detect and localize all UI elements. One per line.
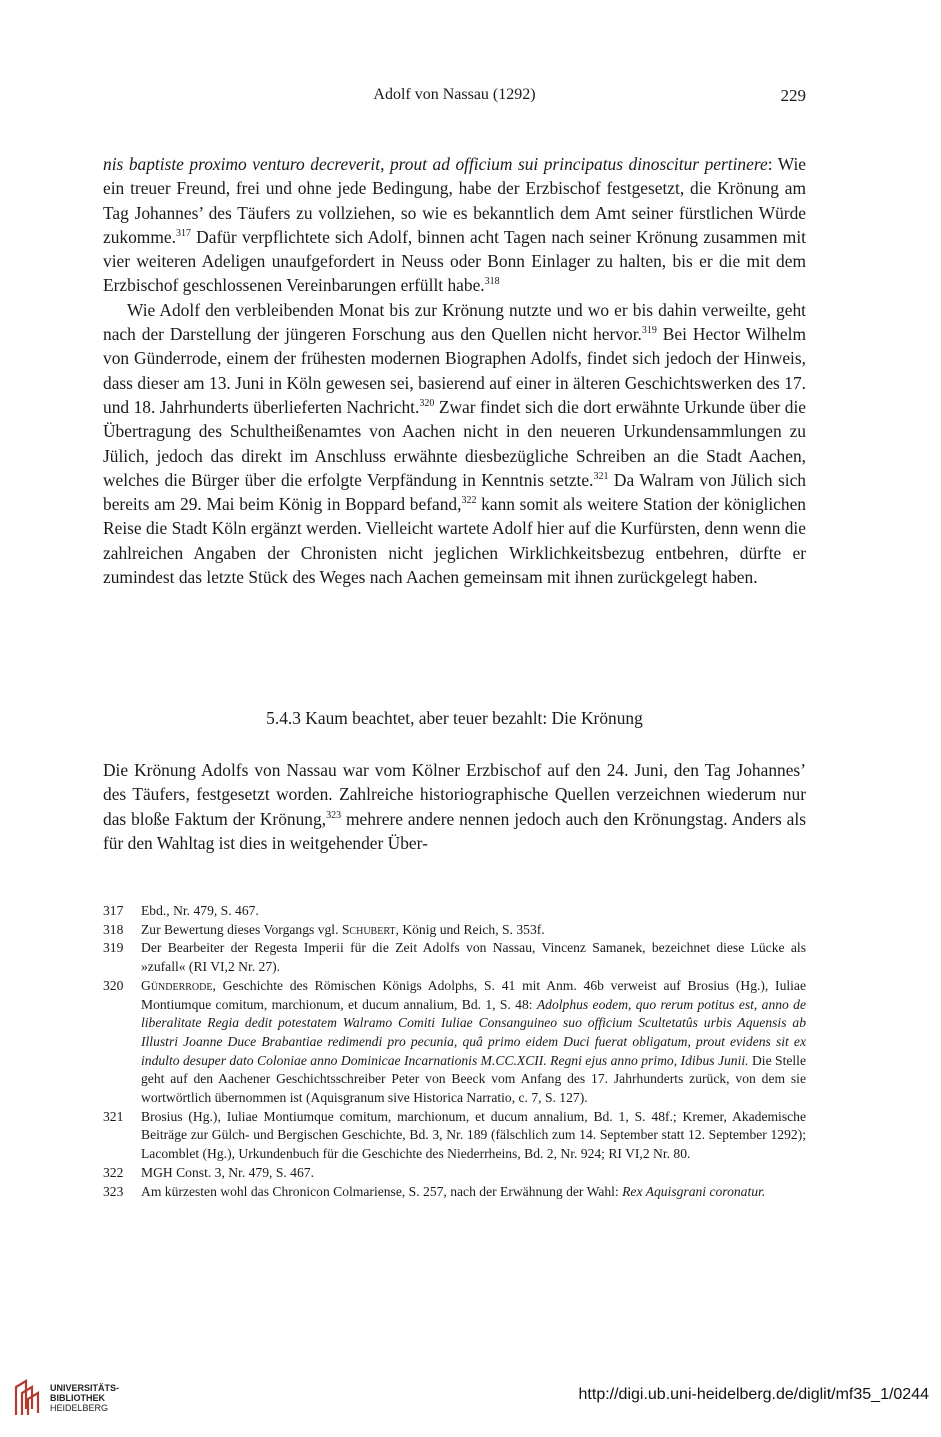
footnote-number: 319 xyxy=(103,940,124,956)
author-name: Günderrode xyxy=(141,977,213,993)
footnote-321 xyxy=(103,1108,806,1164)
footnote-text: Der Bearbeiter der Regesta Imperii für die Zeit Adolfs von Nassau, Vincenz Samanek, bezeichnet diese Lücke als »zufall« (RI VI,2 Nr. 27). xyxy=(141,940,806,975)
footnote-number: 323 xyxy=(103,1183,124,1199)
footnote-319 xyxy=(103,939,806,976)
library-logo[interactable] xyxy=(10,1377,150,1419)
logo-line: UNIVERSITÄTS- xyxy=(50,1383,120,1393)
text-run: , Geschichte des Römischen Königs Adolphs, S. 41 mit Anm. 46b verweist auf Brosius (Hg.), Iuliae Montiumque comitum, marchionum, et ducum annalium, Bd. 1, S. 48: xyxy=(141,977,806,1012)
footnote-322 xyxy=(103,1164,806,1183)
text-run: Dafür verpflichtete sich Adolf, binnen acht Tagen nach seiner Krönung zusammen mit vier weiteren Adeligen unaufgefordert in Neuss oder Bonn Einlager zu halten, bis er die mit dem Erzbischof geschlossenen Vereinbarungen erfüllt habe. xyxy=(103,226,806,296)
footnote-ref[interactable]: 323 xyxy=(326,809,342,821)
footnote-number: 320 xyxy=(103,977,124,993)
page-number: 229 xyxy=(780,86,806,105)
logo-line: BIBLIOTHEK xyxy=(50,1393,105,1403)
section-heading: 5.4.3 Kaum beachtet, aber teuer bezahlt: Die Krönung xyxy=(266,708,643,728)
logo-line: HEIDELBERG xyxy=(50,1403,109,1413)
text-run: Wie Adolf den verbleibenden Monat bis zur Krönung nutzte und wo er bis dahin verweilte, geht nach der Darstellung der jüngeren Forschung aus den Quellen nicht hervor. xyxy=(103,299,806,345)
footnotes xyxy=(103,902,806,1201)
source-url-link[interactable]: http://digi.ub.uni-heidelberg.de/diglit/mf35_1/0244 xyxy=(578,1386,929,1403)
library-logo-icon xyxy=(10,1379,42,1417)
text-run: : Wie ein treuer Freund, frei und ohne jede Bedingung, habe der Erzbischof festgesetzt, die Krönung am Tag Johannes’ des Täufers zu vollziehen, so wie es bekanntlich dem Amt seiner fürstlichen Würde zukomme. xyxy=(103,154,806,247)
footnote-320 xyxy=(103,977,806,1108)
footnote-ref[interactable]: 321 xyxy=(593,471,609,483)
footnote-number: 322 xyxy=(103,1164,124,1180)
footnote-ref[interactable]: 317 xyxy=(175,228,191,240)
latin-quote: Adolphus eodem, quo rerum potitus est, anno de liberalitate Regia dedit potestatem Walramo Comiti Iuliae Consanguineo suo officium Scultetatûs urbis Aquensis ab Illustri Joanne Duce Brabantiae redimendi pro pecunia, quâ primo eidem Duci fuerat obligatum, prout evidens sit ex indulto desuper dato Coloniae anno Dominicae Incarnationis M.CC.XCII. Regni ejus anno primo, Idibus Junii. xyxy=(141,996,806,1068)
footnote-317 xyxy=(103,902,806,921)
text-run: Da Walram von Jülich sich bereits am 29. Mai beim König in Boppard befand, xyxy=(103,469,806,515)
main-text-block xyxy=(103,152,806,589)
paragraph-1 xyxy=(103,152,806,298)
footnote-number: 321 xyxy=(103,1108,124,1124)
footnote-text xyxy=(141,921,806,940)
footnote-318 xyxy=(103,921,806,940)
text-run: Die Stelle geht auf den Aachener Geschichtsschreiber Peter von Beeck vom Anfang des 17. Jahrhunderts zurück, von dem sie wortwörtlich übernommen ist (Aquisgranum sive Historica Narratio, c. 7, S. 127). xyxy=(141,1052,806,1106)
text-run: Zwar findet sich die dort erwähnte Urkunde über die Übertragung des Schultheißenamtes von Aachen nicht in den neueren Urkundensammlungen zu Jülich, jedoch das direkt im Anschluss erwähnte diesbezügliche Schreiben an die Stadt Aachen, welches die Bürger über die erfolgte Verpfändung in Kenntnis setzte. xyxy=(103,396,806,490)
text-run: Am kürzesten wohl das Chronicon Colmariense, S. 257, nach der Erwähnung der Wahl: xyxy=(141,1183,623,1199)
library-logo-text xyxy=(50,1383,119,1413)
footnote-text: Brosius (Hg.), Iuliae Montiumque comitum, marchionum, et ducum annalium, Bd. 1, S. 48f.; Kremer, Akademische Beiträge zur Gülch- und Bergischen Geschichte, Bd. 3, Nr. 189 (fälschlich zum 14. September statt 12. September 1292); Lacomblet (Hg.), Urkundenbuch für die Geschichte des Niederrheins, Bd. 2, Nr. 924; RI VI,2 Nr. 80. xyxy=(141,1108,806,1162)
footnote-number: 317 xyxy=(103,903,124,918)
footnote-number: 318 xyxy=(103,921,124,937)
footnote-text xyxy=(141,977,806,1108)
text-run: Bei Hector Wilhelm von Günderrode, einem der frühesten modernen Biographen Adolfs, findet sich jedoch der Hinweis, dass dieser am 13. Juni in Köln gewesen sei, basierend auf einer in älteren Geschichtswerken des 17. und 18. Jahrhunderts überlieferten Nachricht. xyxy=(103,324,806,417)
latin-quote: Rex Aquisgrani coronatur. xyxy=(622,1183,766,1199)
main-text-block-2 xyxy=(103,758,806,855)
footnote-323 xyxy=(103,1183,806,1202)
text-run: mehrere andere nennen jedoch auch den Krönungstag. Anders als für den Wahltag ist dies in weitgehender Über- xyxy=(103,808,807,853)
footnote-text: MGH Const. 3, Nr. 479, S. 467. xyxy=(141,1164,314,1180)
text-run: Die Krönung Adolfs von Nassau war vom Kölner Erzbischof auf den 24. Juni, den Tag Johannes’ des Täufers, festgesetzt worden. Zahlreiche historiographische Quellen verzeichnen wiederum nur das bloße Faktum der Krönung, xyxy=(103,760,806,829)
text-run: kann somit als weitere Station der königlichen Reise die Stadt Köln ergänzt werden. Vielleicht wartete Adolf hier auf die Kurfürsten, denn wenn die zahlreichen Angaben der Chronisten nicht jeglichen Wirklichkeitsbezug entbehren, dürfte er zumindest das letzte Stück des Weges nach Aachen gemeinsam mit ihnen zurückgelegt haben. xyxy=(103,494,806,588)
footnote-ref[interactable]: 320 xyxy=(419,398,435,410)
footnote-text: Ebd., Nr. 479, S. 467. xyxy=(141,903,259,918)
author-name: Schubert xyxy=(341,921,396,937)
text-run: , König und Reich, S. 353f. xyxy=(395,921,545,937)
paragraph-3 xyxy=(103,758,806,855)
footnote-ref[interactable]: 322 xyxy=(461,495,477,507)
footnote-text xyxy=(141,1183,806,1202)
page-header xyxy=(103,86,806,110)
latin-quote: nis baptiste proximo venturo decreverit, prout ad officium sui principatus dinoscitur pertinere xyxy=(103,154,768,174)
footnote-ref[interactable]: 318 xyxy=(484,276,500,288)
footnote-ref[interactable]: 319 xyxy=(641,325,657,337)
paragraph-2 xyxy=(103,298,806,590)
text-run: Zur Bewertung dieses Vorgangs vgl. xyxy=(141,921,342,937)
running-title: Adolf von Nassau (1292) xyxy=(373,86,536,103)
